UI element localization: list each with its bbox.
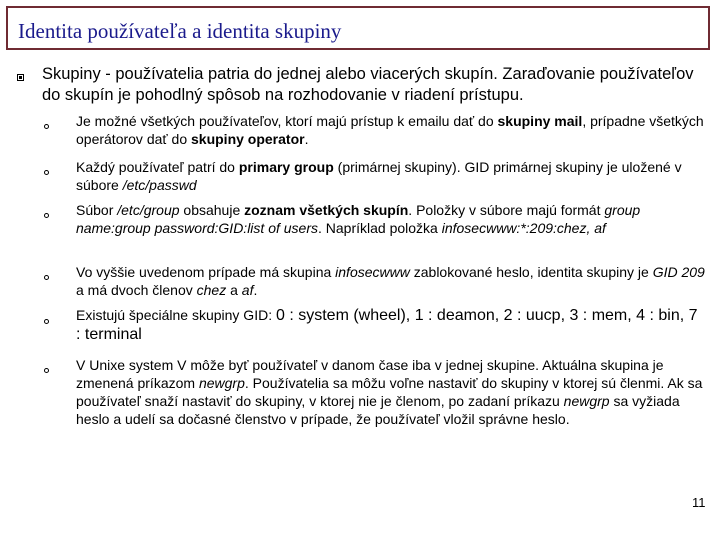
- square-bullet-icon: [17, 74, 24, 81]
- circle-bullet-icon: [44, 124, 49, 129]
- title-box: [6, 6, 710, 50]
- sub-bullet-item: Vo vyššie uvedenom prípade má skupina infosecwww zablokované heslo, identita skupiny je GID 209 a má dvoch členov chez a af.: [76, 264, 705, 298]
- sub-bullet-item: Každý používateľ patrí do primary group (primárnej skupiny). GID primárnej skupiny je uložené v súbore /etc/passwd: [76, 159, 682, 193]
- sub-bullet-item: Je možné všetkých používateľov, ktorí majú prístup k emailu dať do skupiny mail, prípadne všetkých operátorov dať do skupiny operator.: [76, 113, 704, 147]
- circle-bullet-icon: [44, 213, 49, 218]
- circle-bullet-icon: [44, 319, 49, 324]
- slide-title: Identita používateľa a identita skupiny: [18, 19, 342, 43]
- sub-bullet-item: Existujú špeciálne skupiny GID: 0 : system (wheel), 1 : deamon, 2 : uucp, 3 : mem, 4 : bin, 7 : terminal: [76, 307, 698, 343]
- sub-bullet-item: Súbor /etc/group obsahuje zoznam všetkých skupín. Položky v súbore majú formát group name:group password:GID:list of users. Napríklad položka infosecwww:*:209:chez, af: [76, 202, 641, 236]
- sub-bullet-item: V Unixe system V môže byť používateľ v danom čase iba v jednej skupine. Aktuálna skupina je zmenená príkazom newgrp. Používatelia sa môžu voľne nastaviť do skupiny v ktorej sú členmi. Ak sa používateľ snaží nastaviť do skupiny, v ktorej nie je členom, po zadaní príkazu newgrp sa vyžiada heslo a udelí sa dočasné členstvo v prípade, že používateľ vložil správne heslo.: [76, 357, 703, 427]
- circle-bullet-icon: [44, 368, 49, 373]
- circle-bullet-icon: [44, 170, 49, 175]
- main-bullet-text: [42, 64, 708, 106]
- page-number: 11: [692, 495, 706, 510]
- intro-text: Skupiny - používatelia patria do jednej alebo viacerých skupín. Zaraďovanie používateľov do skupín je pohodlný spôsob na rozhodovanie v riadení prístupu.: [42, 65, 694, 104]
- circle-bullet-icon: [44, 275, 49, 280]
